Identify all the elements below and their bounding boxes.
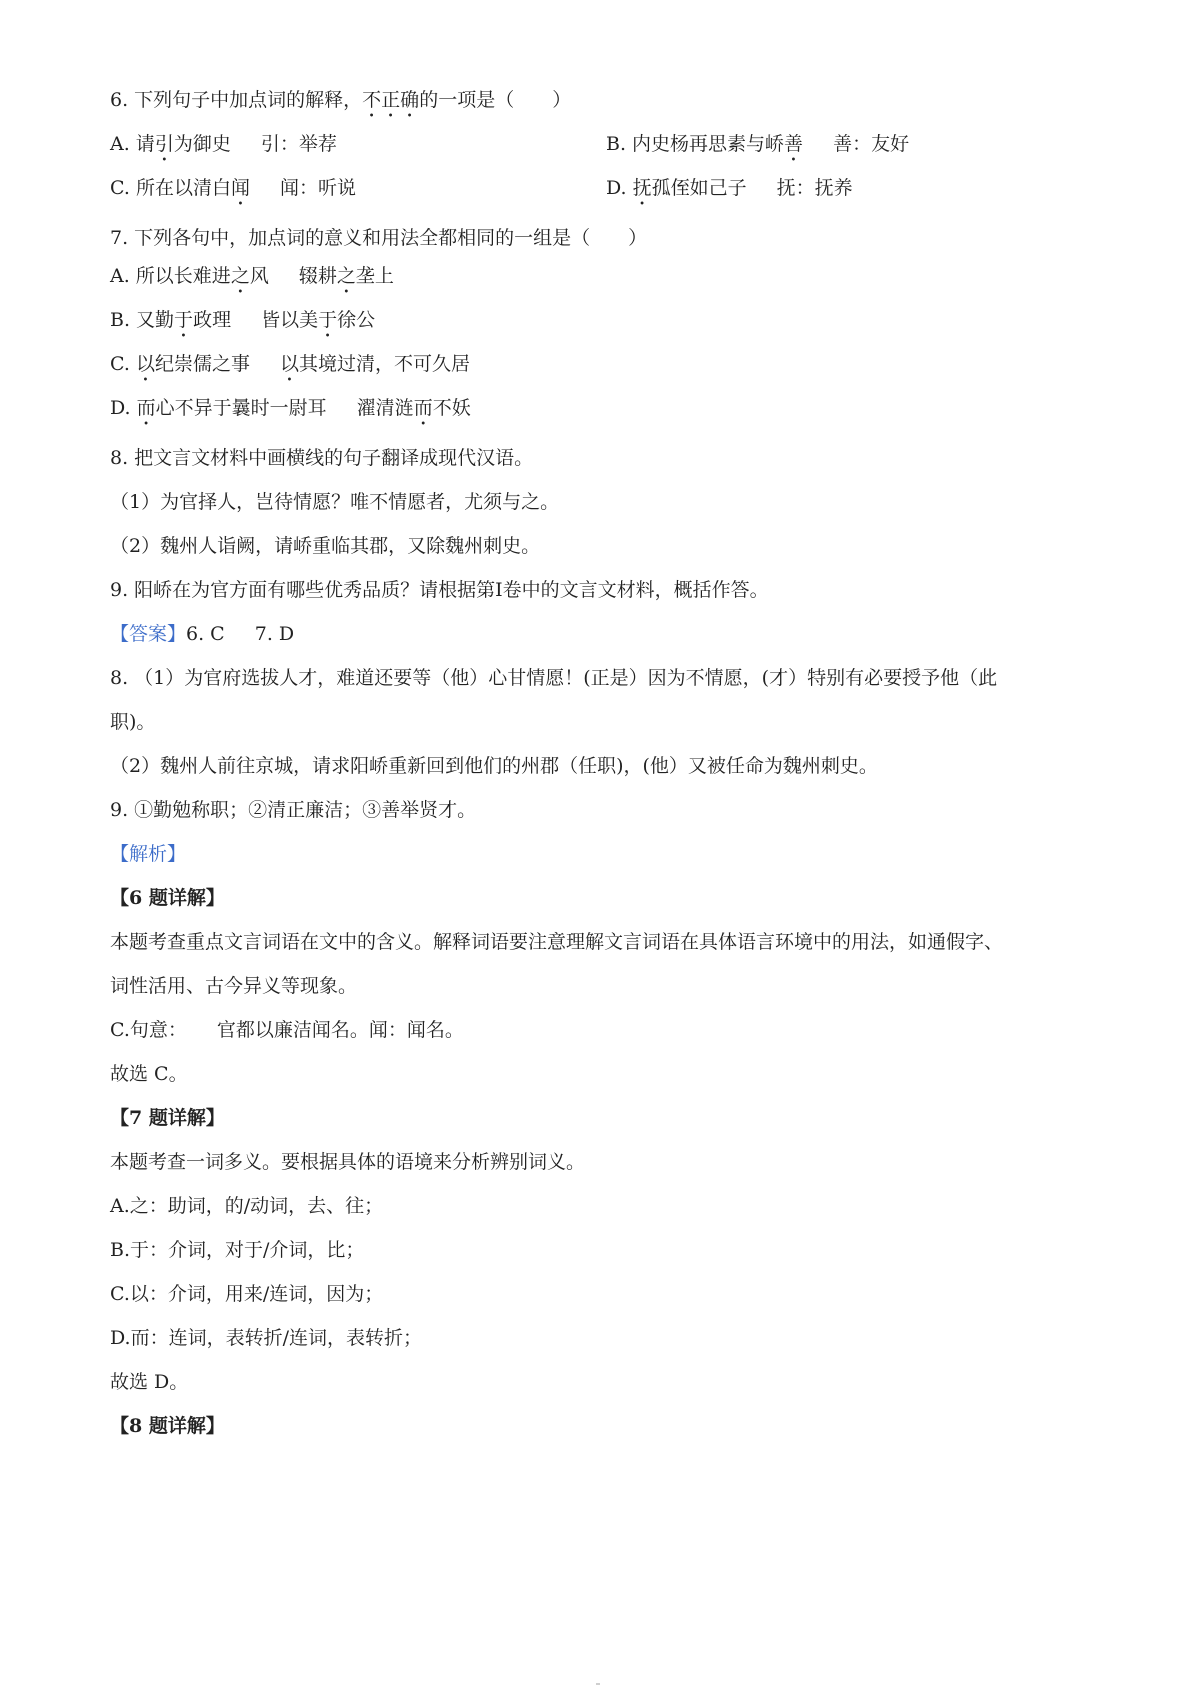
q7-option-a: A. 所以长难进之风 辍耕之垄上	[110, 265, 394, 287]
detail-7-b: B.于：介词，对于/介词，比；	[110, 1239, 365, 1261]
q6-c-dotted: 闻	[230, 177, 250, 199]
answer-6: 6. C	[186, 623, 225, 645]
q6-option-b: B. 内史杨再思素与峤善 善：友好	[606, 133, 910, 155]
q8-stem: 8. 把文言文材料中画横线的句子翻译成现代汉语。	[110, 447, 534, 469]
detail-8-title: 【8 题详解】	[110, 1415, 225, 1437]
detail-6-option-c: C.句意： 官都以廉洁闻名。闻：闻名。	[110, 1019, 464, 1041]
answer-8-line-2: 职)。	[110, 711, 156, 733]
q6-stem-dotted: 不正确	[362, 89, 420, 111]
q6-stem: 6. 下列句子中加点词的解释，不正确的一项是（ ）	[110, 89, 572, 111]
detail-7-title: 【7 题详解】	[110, 1107, 225, 1129]
detail-7-para-1: 本题考查一词多义。要根据具体的语境来分析辨别词义。	[110, 1151, 586, 1173]
detail-7-c: C.以：介词，用来/连词，因为；	[110, 1283, 384, 1305]
analysis-label: 【解析】	[110, 843, 187, 865]
q6-a-dotted: 引	[154, 133, 174, 155]
answer-line	[110, 620, 294, 648]
detail-7-choose: 故选 D。	[110, 1371, 189, 1393]
detail-6-choose: 故选 C。	[110, 1063, 188, 1085]
q7-option-c: C. 以纪崇儒之事 以其境过清，不可久居	[110, 353, 471, 375]
q6-c-gloss: 闻：听说	[279, 177, 356, 199]
q9-stem: 9. 阳峤在为官方面有哪些优秀品质？请根据第Ⅰ卷中的文言文材料，概括作答。	[110, 579, 769, 601]
q8-sentence-2: （2）魏州人诣阙，请峤重临其郡，又除魏州刺史。	[110, 535, 541, 557]
detail-7-a: A.之：助词，的/动词，去、往；	[110, 1195, 384, 1217]
footer-mark	[596, 1683, 600, 1685]
q8-sentence-1: （1）为官择人，岂待情愿？唯不情愿者，尤须与之。	[110, 491, 560, 513]
q7-option-b: B. 又勤于政理 皆以美于徐公	[110, 309, 376, 331]
q6-b-gloss: 善：友好	[833, 133, 910, 155]
detail-6-para-2: 词性活用、古今异义等现象。	[110, 975, 358, 997]
answer-8-line-1: 8. （1）为官府选拔人才，难道还要等（他）心甘情愿！(正是）因为不情愿，(才）特别有必要授予他（此	[110, 667, 998, 689]
q7-stem: 7. 下列各句中，加点词的意义和用法全都相同的一组是（ ）	[110, 227, 648, 249]
q6-d-gloss: 抚：抚养	[776, 177, 853, 199]
answer-label: 【答案】	[110, 623, 187, 645]
answer-9: 9. ①勤勉称职；②清正廉洁；③善举贤才。	[110, 799, 477, 821]
answer-7: 7. D	[254, 623, 295, 645]
q6-option-d: D. 抚孤侄如己子 抚：抚养	[606, 177, 853, 199]
detail-7-d: D.而：连词，表转折/连词，表转折；	[110, 1327, 422, 1349]
q6-d-dotted: 抚	[632, 177, 652, 199]
q7-option-d: D. 而心不异于曩时一尉耳 濯清涟而不妖	[110, 397, 471, 419]
q6-b-dotted: 善	[784, 133, 804, 155]
detail-6-para-1: 本题考查重点文言词语在文中的含义。解释词语要注意理解文言词语在具体语言环境中的用法，如通假字、	[110, 931, 1004, 953]
answer-8-line-3: （2）魏州人前往京城，请求阳峤重新回到他们的州郡（任职)，(他）又被任命为魏州刺史。	[110, 755, 878, 777]
q6-option-a: A. 请引为御史 引：举荐	[110, 133, 337, 155]
q6-option-c: C. 所在以清白闻 闻：听说	[110, 177, 356, 199]
detail-6-title: 【6 题详解】	[110, 887, 225, 909]
q6-a-gloss: 引：举荐	[260, 133, 337, 155]
